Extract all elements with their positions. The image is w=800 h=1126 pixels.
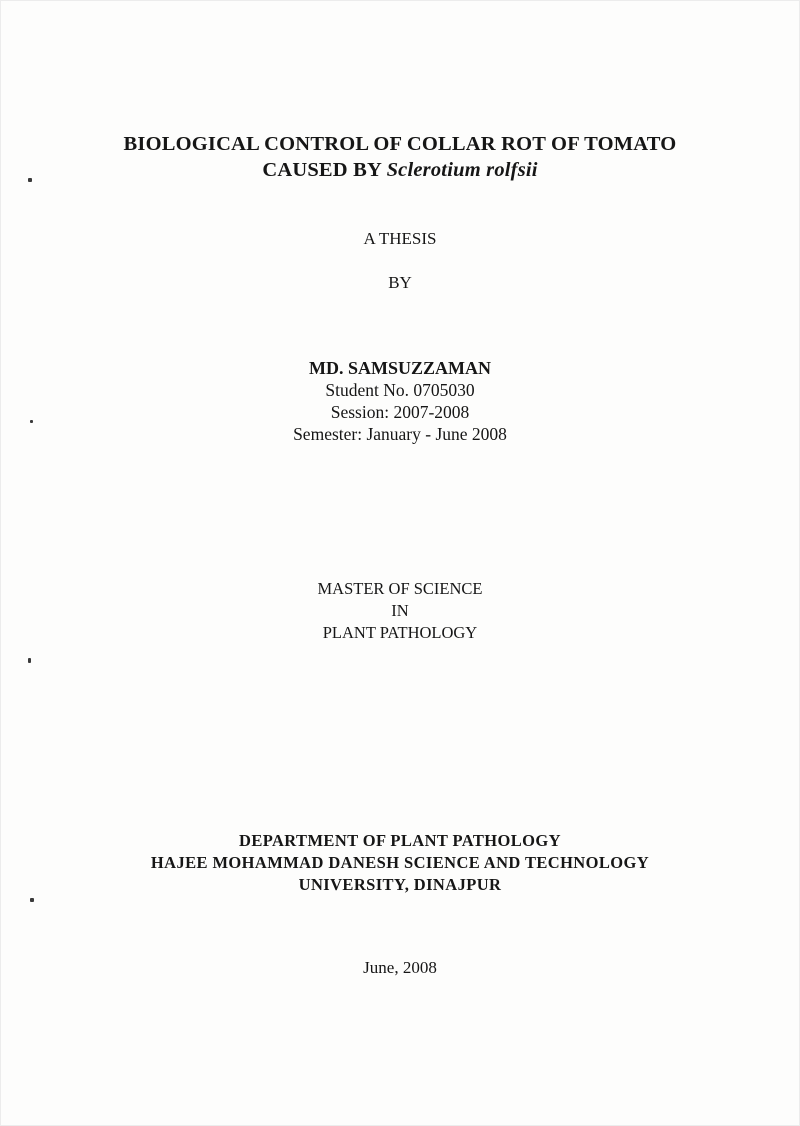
department-info <box>0 830 800 896</box>
title-line-2 <box>0 157 800 183</box>
author-name: MD. SAMSUZZAMAN <box>309 358 491 378</box>
degree-info <box>0 578 800 644</box>
degree-line-3: PLANT PATHOLOGY <box>322 623 478 642</box>
by-label: BY <box>388 273 412 292</box>
submission-date: June, 2008 <box>363 958 437 977</box>
degree-line-2: IN <box>391 601 409 620</box>
title-line-2-prefix: CAUSED BY <box>262 159 387 181</box>
semester: Semester: January - June 2008 <box>293 424 507 444</box>
thesis-label: A THESIS <box>363 229 437 248</box>
title-line-1: BIOLOGICAL CONTROL OF COLLAR ROT OF TOMATO <box>123 133 677 155</box>
degree-line-1: MASTER OF SCIENCE <box>317 579 483 598</box>
thesis-title <box>0 131 800 183</box>
author-info <box>0 357 800 445</box>
punch-mark <box>30 898 34 902</box>
species-name: Sclerotium rolfsii <box>386 159 538 181</box>
student-number: Student No. 0705030 <box>325 380 475 400</box>
department-line-3: UNIVERSITY, DINAJPUR <box>298 875 502 894</box>
department-line-1: DEPARTMENT OF PLANT PATHOLOGY <box>239 831 561 850</box>
department-line-2: HAJEE MOHAMMAD DANESH SCIENCE AND TECHNOLOGY <box>150 853 650 872</box>
punch-mark <box>28 658 31 663</box>
session: Session: 2007-2008 <box>330 402 470 422</box>
